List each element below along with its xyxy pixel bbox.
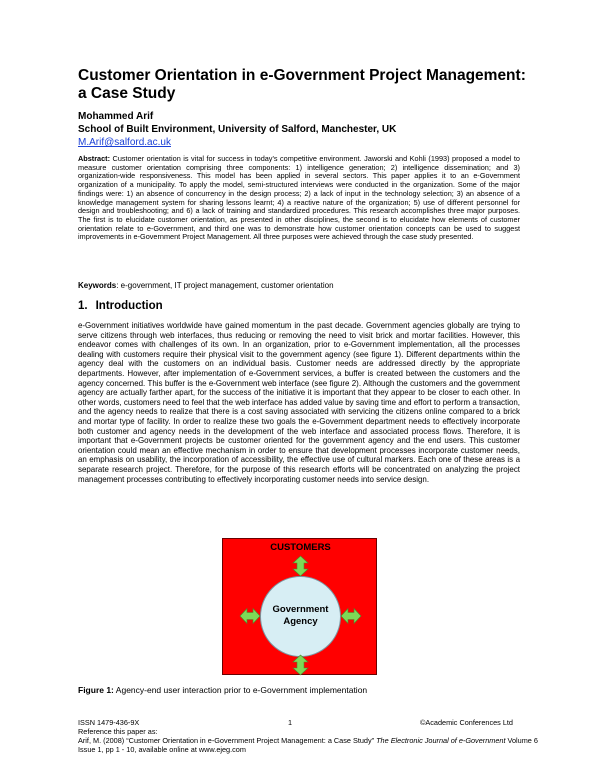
- author-name: Mohammed Arif: [78, 111, 154, 122]
- keywords-label: Keywords: [78, 281, 117, 290]
- arrow-right-icon: [341, 609, 361, 624]
- abstract-label: Abstract:: [78, 154, 111, 163]
- arrow-top-icon: [293, 556, 308, 576]
- figure-1: [222, 538, 377, 675]
- arrow-bottom-icon: [293, 655, 308, 675]
- reference-label: Reference this paper as:: [78, 727, 158, 736]
- section-title: Introduction: [95, 300, 163, 312]
- section-number: 1.: [78, 300, 88, 312]
- abstract-text: Customer orientation is vital for success in today's competitive environment. Jaworski and Kohli (1993) proposed a model to measure customer orientation comprising three components: 1) intelligence generation; 2) intelligence dissemination; and 3) organization-wide responsiveness. This model has been applied in several sectors. This paper applies it to an e-Government organization of a municipality. To apply the model, semi-structured interviews were conducted in the organization. Some of the major findings were: 1) an absence of concurrency in the design process; 2) a lack of input in the technology selection; 3) an absence of a knowledge management system for sharing lessons learnt; 4) a reactive nature of the organization; 5) use of different personnel for design and troubleshooting; and 6) a lack of training and standardized procedures. This research accomplishes three major purposes. The first is to elucidate customer orientation, as presented in other disciplines, the second is to elucidate how elements of customer orientation relate to e-Government, and third one was to demonstrate how customer orientation concepts can be used to suggest improvements in e-Government Project Management. All three purposes were achieved through the case study presented.: [78, 154, 520, 242]
- footer-page-number: 1: [288, 718, 293, 727]
- figure-agency-line2: Agency: [283, 616, 318, 627]
- arrow-left-icon: [240, 609, 260, 624]
- author-email-link[interactable]: M.Arif@salford.ac.uk: [78, 137, 171, 148]
- reference-text: Arif, M. (2008) “Customer Orientation in e-Government Project Management: a Case Study”: [78, 736, 377, 745]
- figure-caption: [78, 685, 367, 695]
- reference-tail: Volume 6 Issue 1, pp 1 - 10, available online at www.ejeg.com: [78, 736, 538, 754]
- keywords: [78, 281, 334, 290]
- caption-label: Figure 1:: [78, 685, 114, 695]
- caption-text: Agency-end user interaction prior to e-Government implementation: [113, 685, 368, 695]
- figure-customers-label: CUSTOMERS: [270, 542, 331, 553]
- figure-agency-line1: Government: [272, 604, 329, 615]
- footer-issn: ISSN 1479-436-9X: [78, 718, 140, 727]
- section-heading: [78, 300, 163, 312]
- keywords-text: : e-government, IT project management, customer orientation: [116, 281, 334, 290]
- author-affiliation: School of Built Environment, University of Salford, Manchester, UK: [78, 124, 397, 135]
- reference-citation: [78, 736, 538, 754]
- reference-block: [78, 727, 538, 754]
- footer-copyright: ©Academic Conferences Ltd: [420, 718, 513, 727]
- figure-arrows: [223, 539, 378, 676]
- reference-journal: The Electronic Journal of e-Government: [376, 736, 506, 745]
- abstract: [78, 155, 520, 242]
- body-paragraph: e-Government initiatives worldwide have gained momentum in the past decade. Government agencies globally are trying to serve citizens through web interfaces, thus reducing or removing the need to visit brick and mortar facilities. However, this endeavor comes with challenges of its own. In an organization, prior to e-Government implementation, all the processes dealing with customers require their physical visit to the government agency (see figure 1). Different departments within the agency deal with the customers on an individual basis. Customer needs are addressed directly by the appropriate departments. However, after implementation of e-Government services, a buffer is created between the customers and the agency concerned. This buffer is the e-Government web interface (see figure 2). Although the customers and the government agency are actually farther apart, for the success of the initiative it is important that they appear to be closer to each other. In other words, customers need to feel that the web interface has added value by saving time and effort to perform a transaction, and the agency needs to realize that there is a cost saving associated with servicing the citizens online compared to a brick and mortar type of facility. In order to realize these two goals the e-Government department needs to effectively incorporate both customer and agency needs in the development of the web interface and associated process flows. Therefore, it is important that e-Government projects be customer oriented for the government agency and the end users. This customer orientation could mean an effective mechanism in order to ensure that development processes incorporate customer needs, an emphasis on usability, the incorporation of accessibility, the effective use of cultural markers. Each one of these areas is a separate research project. Therefore, for the purpose of this research efforts will be concentrated on analyzing the project management processes contributing to effectively incorporating customer needs into service design.: [78, 321, 520, 484]
- paper-title: Customer Orientation in e-Government Project Management: a Case Study: [78, 67, 526, 102]
